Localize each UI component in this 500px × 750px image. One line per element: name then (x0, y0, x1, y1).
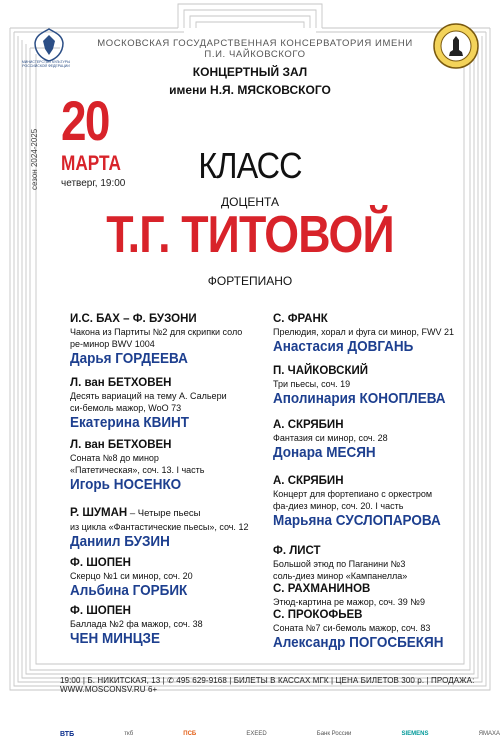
work-line: Соната №8 до минор (70, 453, 159, 463)
performer: Альбина ГОРБИК (70, 582, 188, 599)
sponsor-logo: EXEED (246, 731, 267, 737)
composer-name: Р. ШУМАН (70, 507, 128, 519)
season-label: сезон 2024-2025 (30, 128, 39, 190)
composer: И.С. БАХ – Ф. БУЗОНИ (70, 313, 197, 325)
performer: Марьяна СУСЛОПАРОВА (273, 512, 441, 529)
class-title: КЛАСС (198, 145, 302, 186)
work-line: Прелюдия, хорал и фуга си минор, FWV 21 (273, 327, 454, 337)
program-left-column (70, 312, 265, 647)
composer: А. СКРЯБИН (273, 419, 344, 431)
program-item (273, 608, 483, 651)
program-right-column (273, 312, 483, 651)
composer-suffix: – Четыре пьесы (127, 508, 201, 519)
event-weekday-time: четверг, 19:00 (61, 178, 126, 189)
work-line: Баллада №2 фа мажор, соч. 38 (70, 619, 203, 629)
composer: Ф. ШОПЕН (70, 605, 131, 617)
work-line: Соната №7 си-бемоль мажор, соч. 83 (273, 623, 431, 633)
program-item (70, 506, 265, 556)
composer: Ф. ЛИСТ (273, 545, 321, 557)
composer: С. РАХМАНИНОВ (273, 583, 371, 595)
work-line: Фантазия си минор, соч. 28 (273, 433, 388, 443)
program-item (70, 376, 265, 438)
performer: Екатерина КВИНТ (70, 414, 190, 431)
work-line: соль-диез минор «Кампанелла» (273, 571, 408, 581)
sponsor-logo: ЯМАХА (478, 731, 500, 737)
teacher-rank: ДОЦЕНТА (221, 195, 279, 209)
work-line: фа-диез минор, соч. 20. I часть (273, 501, 404, 511)
ministry-label: МИНИСТЕРСТВО КУЛЬТУРЫ РОССИЙСКОЙ ФЕДЕРАЦИИ (21, 60, 71, 68)
composer: Л. ван БЕТХОВЕН (70, 439, 172, 451)
work-line: Скерцо №1 си минор, соч. 20 (70, 571, 193, 581)
performer: Игорь НОСЕНКО (70, 476, 182, 493)
composer (70, 506, 265, 521)
performer: Анастасия ДОВГАНЬ (273, 338, 414, 355)
work-line: Десять вариаций на тему А. Сальери (70, 391, 227, 401)
work-line: из цикла «Фантастические пьесы», соч. 12 (70, 522, 249, 532)
composer: С. ПРОКОФЬЕВ (273, 609, 363, 621)
program-item (273, 474, 483, 544)
performer: Александр ПОГОСБЕКЯН (273, 634, 444, 651)
teacher-name: Т.Г. ТИТОВОЙ (106, 206, 394, 264)
institution-name: МОСКОВСКАЯ ГОСУДАРСТВЕННАЯ КОНСЕРВАТОРИЯ ИМЕНИ П.И. ЧАЙКОВСКОГО (97, 38, 413, 60)
program-item (70, 604, 265, 647)
program-item (273, 544, 483, 582)
sponsor-logo: ПСБ (183, 731, 197, 737)
work-line: си-бемоль мажор, WoO 73 (70, 403, 182, 413)
sponsor-logo: Банк России (316, 731, 352, 737)
hall-title: КОНЦЕРТНЫЙ ЗАЛ (192, 65, 308, 79)
work-line: Большой этюд по Паганини №3 (273, 559, 406, 569)
conservatory-seal-icon (432, 22, 480, 70)
composer: П. ЧАЙКОВСКИЙ (273, 365, 368, 377)
performer: ЧЕН МИНЦЗЕ (70, 630, 161, 647)
sponsor-logo: ВТБ (60, 730, 75, 738)
program-item (70, 312, 265, 376)
program-item (70, 556, 265, 604)
event-month: МАРТА (61, 152, 121, 175)
ministry-emblem-icon (32, 27, 66, 63)
composer: А. СКРЯБИН (273, 475, 344, 487)
work-line: Концерт для фортепиано с оркестром (273, 489, 433, 499)
performer: Даниил БУЗИН (70, 533, 170, 550)
work-line: Три пьесы, соч. 19 (273, 379, 351, 389)
work-line: Чакона из Партиты №2 для скрипки соло (70, 327, 243, 337)
work-line: Этюд-картина ре мажор, соч. 39 №9 (273, 597, 425, 607)
composer: С. ФРАНК (273, 313, 328, 325)
event-day: 20 (61, 89, 109, 152)
program-item (273, 312, 483, 364)
performer: Донара МЕСЯН (273, 444, 376, 461)
performer: Аполинария КОНОПЛЕВА (273, 390, 446, 407)
footer-info: 19:00 | Б. НИКИТСКАЯ, 13 | ✆ 495 629-9168 | БИЛЕТЫ В КАССАХ МГК | ЦЕНА БИЛЕТОВ 300 р. | ПРОДАЖА: WWW.MOSCONSV.RU 6+ (60, 676, 475, 694)
instrument-label: ФОРТЕПИАНО (207, 274, 293, 288)
sponsor-strip (60, 728, 500, 740)
work-line: ре-минор BWV 1004 (70, 339, 155, 349)
program-item (273, 364, 483, 418)
performer: Дарья ГОРДЕЕВА (70, 350, 188, 367)
composer: Ф. ШОПЕН (70, 557, 131, 569)
program-item (273, 418, 483, 474)
composer: Л. ван БЕТХОВЕН (70, 377, 172, 389)
work-line: «Патетическая», соч. 13. I часть (70, 465, 205, 475)
sponsor-logo: SIEMENS (401, 731, 429, 737)
program-item (70, 438, 265, 506)
hall-name: имени Н.Я. МЯСКОВСКОГО (169, 83, 331, 97)
sponsor-logo: ткб (124, 731, 134, 737)
program-item (273, 582, 483, 608)
